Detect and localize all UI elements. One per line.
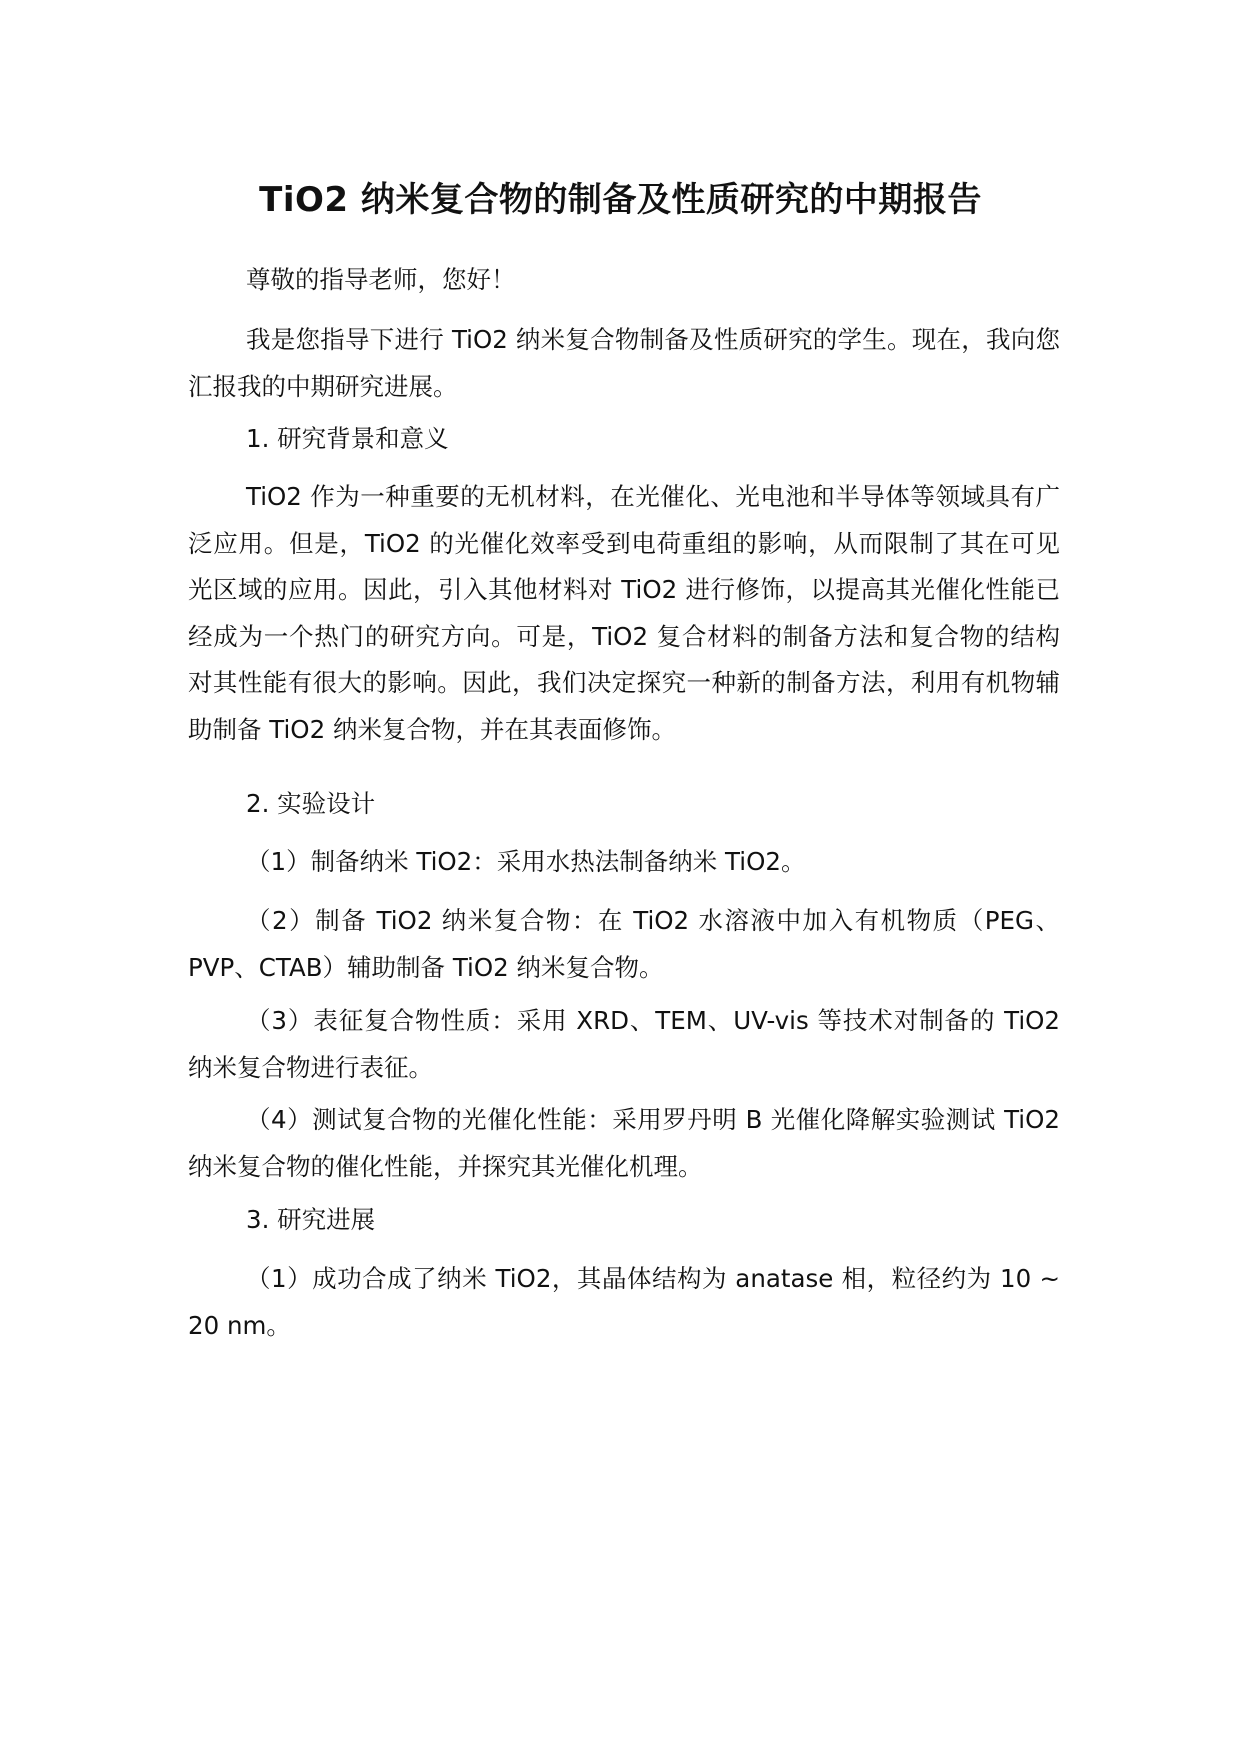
- document-title: TiO2 纳米复合物的制备及性质研究的中期报告: [259, 180, 982, 220]
- section-2-item-4: （4）测试复合物的光催化性能：采用罗丹明 B 光催化降解实验测试 TiO2 纳米复合物的催化性能，并探究其光催化机理。: [188, 1105, 1060, 1181]
- section-2-item-1: （1）制备纳米 TiO2：采用水热法制备纳米 TiO2。: [246, 847, 806, 876]
- section-2-item-2: （2）制备 TiO2 纳米复合物：在 TiO2 水溶液中加入有机物质（PEG、PVP、CTAB）辅助制备 TiO2 纳米复合物。: [188, 906, 1060, 982]
- section-3-item-1: （1）成功合成了纳米 TiO2，其晶体结构为 anatase 相，粒径约为 10 ~ 20 nm。: [188, 1264, 1060, 1340]
- section-2-item-3: （3）表征复合物性质：采用 XRD、TEM、UV-vis 等技术对制备的 TiO2 纳米复合物进行表征。: [188, 1006, 1060, 1082]
- section-3-heading: 3. 研究进展: [246, 1205, 376, 1234]
- section-1-body: TiO2 作为一种重要的无机材料，在光催化、光电池和半导体等领域具有广泛应用。但是，TiO2 的光催化效率受到电荷重组的影响，从而限制了其在可见光区域的应用。因此，引入其他材料对 TiO2 进行修饰，以提高其光催化性能已经成为一个热门的研究方向。可是，TiO2 复合材料的制备方法和复合物的结构对其性能有很大的影响。因此，我们决定探究一种新的制备方法，利用有机物辅助制备 TiO2 纳米复合物，并在其表面修饰。: [188, 482, 1060, 744]
- greeting: 尊敬的指导老师，您好！: [246, 265, 516, 294]
- section-1-heading: 1. 研究背景和意义: [246, 424, 449, 453]
- section-2-heading: 2. 实验设计: [246, 789, 376, 818]
- intro-paragraph: 我是您指导下进行 TiO2 纳米复合物制备及性质研究的学生。现在，我向您汇报我的中期研究进展。: [188, 325, 1060, 401]
